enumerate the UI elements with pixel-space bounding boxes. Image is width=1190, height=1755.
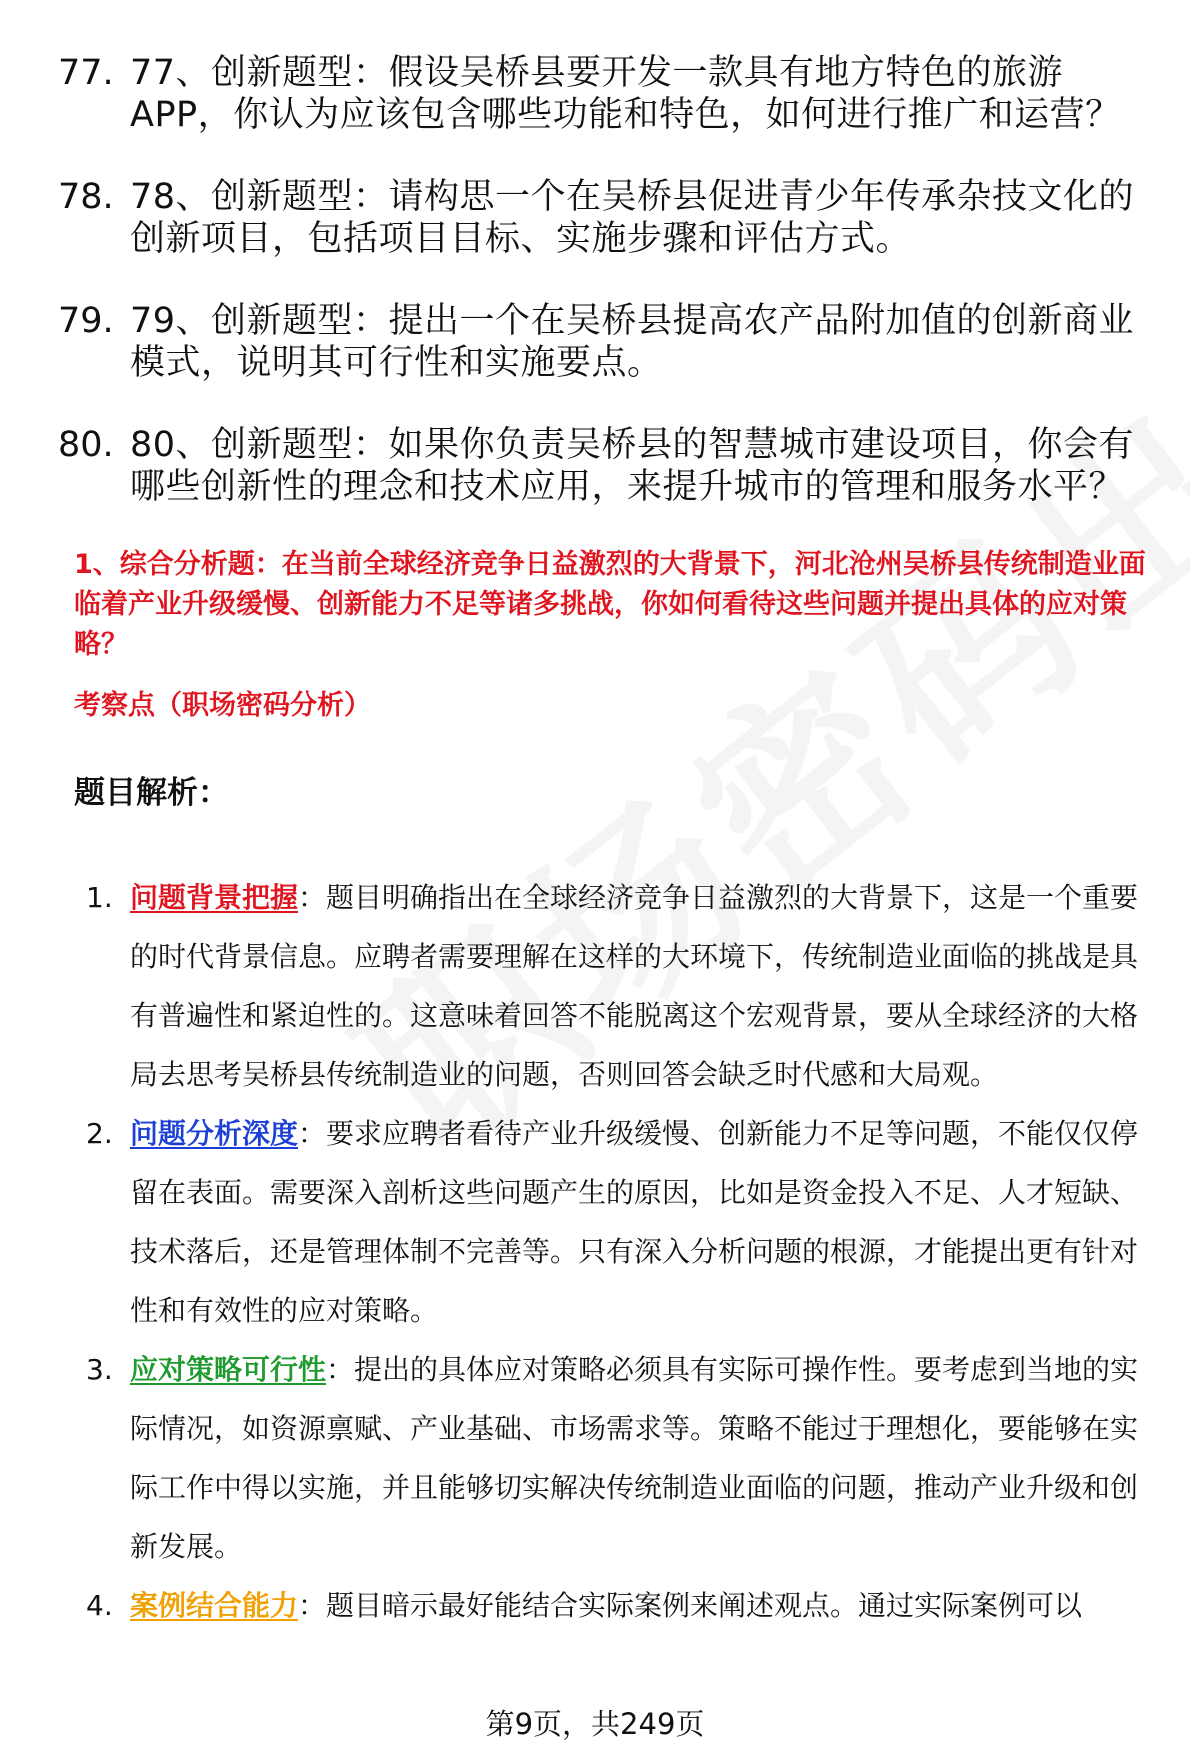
point-text: ：提出的具体应对策略必须具有实际可操作性。要考虑到当地的实际情况，如资源禀赋、产业基础、市场需求等。策略不能过于理想化，要能够在实际工作中得以实施，并且能够切实解决传统制造业面临的问题，推动产业升级和创新发展。 (130, 1353, 1139, 1563)
question-text: 78、创新题型：请构思一个在吴桥县促进青少年传承杂技文化的创新项目，包括项目目标、实施步骤和评估方式。 (130, 177, 1135, 259)
list-item (58, 52, 1158, 136)
point-body (130, 1576, 1164, 1635)
question-text: 80、创新题型：如果你负责吴桥县的智慧城市建设项目，你会有哪些创新性的理念和技术应用，来提升城市的管理和服务水平？ (130, 425, 1135, 507)
question-number: 77. (58, 53, 114, 93)
list-item (58, 176, 1158, 260)
highlight-question: 1、综合分析题：在当前全球经济竞争日益激烈的大背景下，河北沧州吴桥县传统制造业面临着产业升级缓慢、创新能力不足等诸多挑战，你如何看待这些问题并提出具体的应对策略？ (74, 549, 1146, 660)
point-keyword: 案例结合能力 (130, 1589, 299, 1622)
exam-point-label: 考察点（职场密码分析） (74, 690, 371, 721)
question-number: 79. (58, 301, 114, 341)
question-number: 78. (58, 177, 114, 217)
point-number: 2. (86, 1117, 113, 1150)
page-footer: 第9页，共249页 (485, 1707, 705, 1741)
list-item (58, 300, 1158, 384)
question-text: 79、创新题型：提出一个在吴桥县提高农产品附加值的创新商业模式，说明其可行性和实施要点。 (130, 301, 1135, 383)
list-item (86, 868, 1164, 1104)
point-body (130, 868, 1164, 1104)
question-number: 80. (58, 425, 114, 465)
point-body (130, 1104, 1164, 1340)
list-item (58, 424, 1158, 508)
point-text: ：题目暗示最好能结合实际案例来阐述观点。通过实际案例可以 (298, 1589, 1083, 1622)
list-item (86, 1340, 1164, 1576)
analysis-title: 题目解析： (74, 775, 229, 811)
point-number: 4. (86, 1589, 113, 1622)
point-number: 1. (86, 881, 113, 914)
point-body (130, 1340, 1164, 1576)
analysis-points (86, 868, 1164, 1635)
list-item (86, 1104, 1164, 1340)
point-text: ：题目明确指出在全球经济竞争日益激烈的大背景下，这是一个重要的时代背景信息。应聘者需要理解在这样的大环境下，传统制造业面临的挑战是具有普遍性和紧迫性的。这意味着回答不能脱离这个宏观背景，要从全球经济的大格局去思考吴桥县传统制造业的问题，否则回答会缺乏时代感和大局观。 (130, 881, 1139, 1091)
point-keyword: 问题背景把握 (130, 881, 299, 914)
point-keyword: 应对策略可行性 (130, 1353, 327, 1386)
point-keyword: 问题分析深度 (130, 1117, 299, 1150)
question-list (58, 52, 1158, 548)
question-text: 77、创新题型：假设吴桥县要开发一款具有地方特色的旅游APP，你认为应该包含哪些功能和特色，如何进行推广和运营？ (130, 53, 1121, 135)
list-item (86, 1576, 1164, 1635)
point-number: 3. (86, 1353, 113, 1386)
point-text: ：要求应聘者看待产业升级缓慢、创新能力不足等问题，不能仅仅停留在表面。需要深入剖析这些问题产生的原因，比如是资金投入不足、人才短缺、技术落后，还是管理体制不完善等。只有深入分析问题的根源，才能提出更有针对性和有效性的应对策略。 (130, 1117, 1139, 1327)
